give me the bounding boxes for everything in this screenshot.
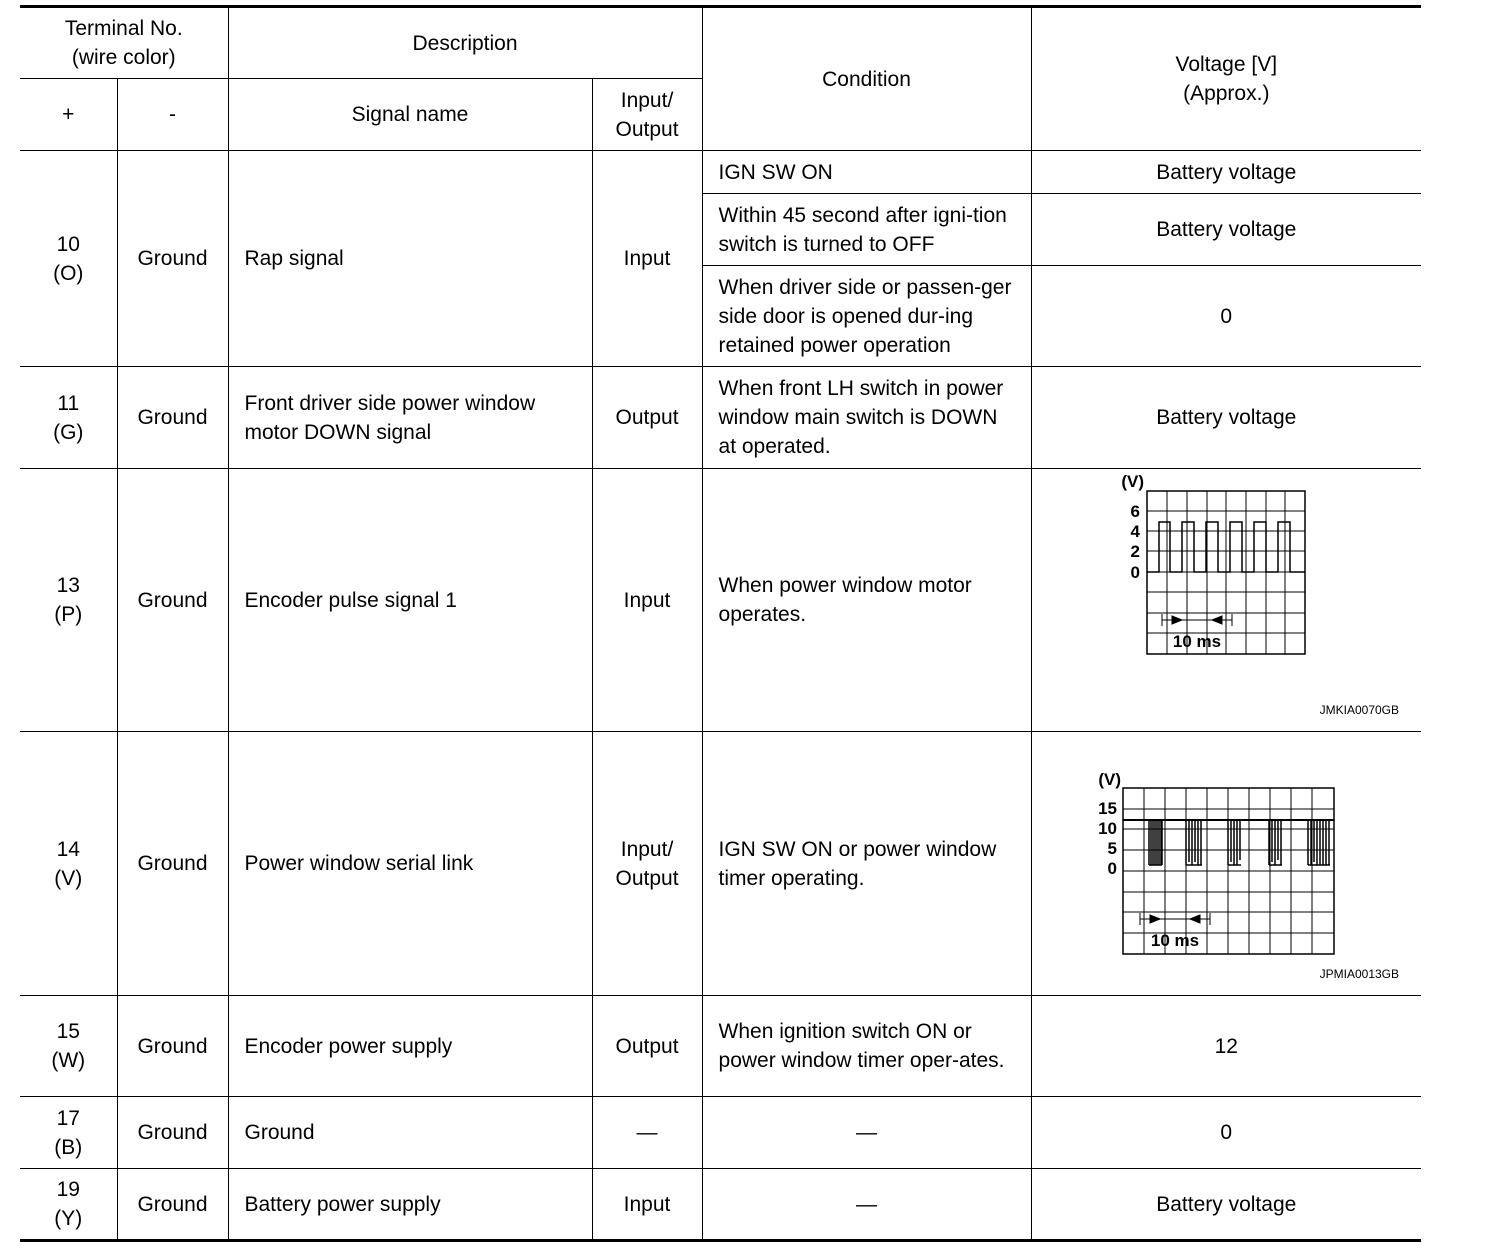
wire-color: (O) — [53, 261, 84, 285]
io-header — [592, 79, 702, 151]
terminal-cell — [20, 367, 117, 469]
condition-cell: IGN SW ON — [702, 151, 1031, 194]
scope-cell — [1031, 732, 1421, 996]
signal-name: Power window serial link — [228, 732, 592, 996]
table-row — [20, 732, 1421, 996]
terminal-cell — [20, 1169, 117, 1241]
oscilloscope-encoder-pulse — [1032, 469, 1422, 731]
terminal-number: 13 — [56, 574, 80, 597]
ground-cell: Ground — [117, 367, 228, 469]
terminal-table — [20, 5, 1421, 1242]
scope-y-label: 4 — [1130, 522, 1140, 541]
terminal-cell — [20, 469, 117, 732]
terminal-number: 14 — [56, 837, 80, 861]
scope-time-label: 10 ms — [1172, 632, 1221, 651]
scope-cell — [1031, 469, 1421, 732]
table-row — [20, 1169, 1421, 1241]
condition-cell: IGN SW ON or power window timer operating. — [702, 732, 1031, 996]
table-row — [20, 151, 1421, 194]
condition-cell: When power window motor operates. — [702, 469, 1031, 732]
io-cell — [592, 732, 702, 996]
minus-header: - — [117, 79, 228, 151]
ground-cell: Ground — [117, 469, 228, 732]
terminal-number: 15 — [56, 1020, 80, 1043]
terminal-number: 10 — [56, 232, 80, 256]
table-row — [20, 996, 1421, 1097]
table-row — [20, 1097, 1421, 1169]
signal-name: Front driver side power window motor DOWN signal — [228, 367, 592, 469]
ground-cell: Ground — [117, 996, 228, 1097]
table-row — [20, 469, 1421, 732]
io-cell: Input — [592, 151, 702, 367]
condition-cell: When driver side or passen-ger side door is opened dur-ing retained power operation — [702, 266, 1031, 367]
signal-name: Rap signal — [228, 151, 592, 367]
condition-cell: Within 45 second after igni-tion switch is turned to OFF — [702, 194, 1031, 266]
io-cell: Input — [592, 469, 702, 732]
io-line1: Input/ — [620, 837, 674, 861]
scope-unit: (V) — [1120, 472, 1144, 491]
scope-y-label: 10 — [1097, 819, 1117, 838]
voltage-cell: Battery voltage — [1031, 151, 1421, 194]
ground-cell: Ground — [117, 1097, 228, 1169]
scope-time-label: 10 ms — [1150, 931, 1199, 950]
approx-label: (Approx.) — [1183, 82, 1270, 105]
table-row — [20, 367, 1421, 469]
wire-color: (V) — [54, 866, 83, 890]
terminal-cell — [20, 996, 117, 1097]
wire-color: (Y) — [54, 1207, 83, 1230]
description-header: Description — [228, 7, 702, 79]
ground-cell: Ground — [117, 732, 228, 996]
voltage-label: Voltage [V] — [1175, 53, 1278, 76]
scope-y-label: 5 — [1107, 839, 1117, 858]
oscilloscope-serial-link — [1032, 732, 1422, 995]
io-header-line1: Input/ — [620, 88, 674, 112]
voltage-cell: 0 — [1031, 266, 1421, 367]
terminal-cell — [20, 1097, 117, 1169]
signal-name-header: Signal name — [228, 79, 592, 151]
terminal-number: 17 — [56, 1106, 80, 1130]
wire-color: (W) — [51, 1049, 86, 1072]
scope-y-label: 0 — [1107, 859, 1117, 878]
io-line2: Output — [615, 866, 679, 890]
voltage-cell: 12 — [1031, 996, 1421, 1097]
io-cell: Output — [592, 996, 702, 1097]
voltage-cell: Battery voltage — [1031, 1169, 1421, 1241]
figure-reference: JMKIA0070GB — [1319, 703, 1400, 717]
condition-cell: When front LH switch in power window main switch is DOWN at operated. — [702, 367, 1031, 469]
figure-reference: JPMIA0013GB — [1319, 967, 1400, 981]
condition-header: Condition — [702, 7, 1031, 151]
io-cell: Input — [592, 1169, 702, 1241]
condition-cell: — — [702, 1169, 1031, 1241]
wire-color: (B) — [54, 1135, 83, 1159]
io-header-line2: Output — [615, 117, 679, 141]
io-cell: — — [592, 1097, 702, 1169]
terminal-no-label: Terminal No. — [64, 17, 183, 40]
wire-color: (P) — [54, 603, 83, 626]
terminal-cell — [20, 732, 117, 996]
wire-color: (G) — [53, 420, 84, 444]
voltage-cell: 0 — [1031, 1097, 1421, 1169]
io-cell: Output — [592, 367, 702, 469]
voltage-header — [1031, 7, 1421, 151]
signal-name: Battery power supply — [228, 1169, 592, 1241]
signal-name: Encoder pulse signal 1 — [228, 469, 592, 732]
terminal-cell — [20, 151, 117, 367]
scope-y-label: 0 — [1130, 563, 1140, 582]
voltage-cell: Battery voltage — [1031, 367, 1421, 469]
voltage-cell: Battery voltage — [1031, 194, 1421, 266]
condition-cell: When ignition switch ON or power window timer oper-ates. — [702, 996, 1031, 1097]
condition-cell: — — [702, 1097, 1031, 1169]
scope-y-label: 6 — [1130, 502, 1140, 521]
terminal-number: 19 — [56, 1178, 80, 1201]
plus-header: + — [20, 79, 117, 151]
signal-name: Ground — [228, 1097, 592, 1169]
scope-unit: (V) — [1097, 770, 1121, 789]
terminal-number: 11 — [57, 391, 80, 415]
ground-cell: Ground — [117, 1169, 228, 1241]
signal-name: Encoder power supply — [228, 996, 592, 1097]
ground-cell: Ground — [117, 151, 228, 367]
wire-color-label: (wire color) — [71, 46, 176, 69]
scope-y-label: 15 — [1097, 799, 1117, 818]
terminal-no-header — [20, 7, 228, 79]
scope-y-label: 2 — [1130, 542, 1140, 561]
